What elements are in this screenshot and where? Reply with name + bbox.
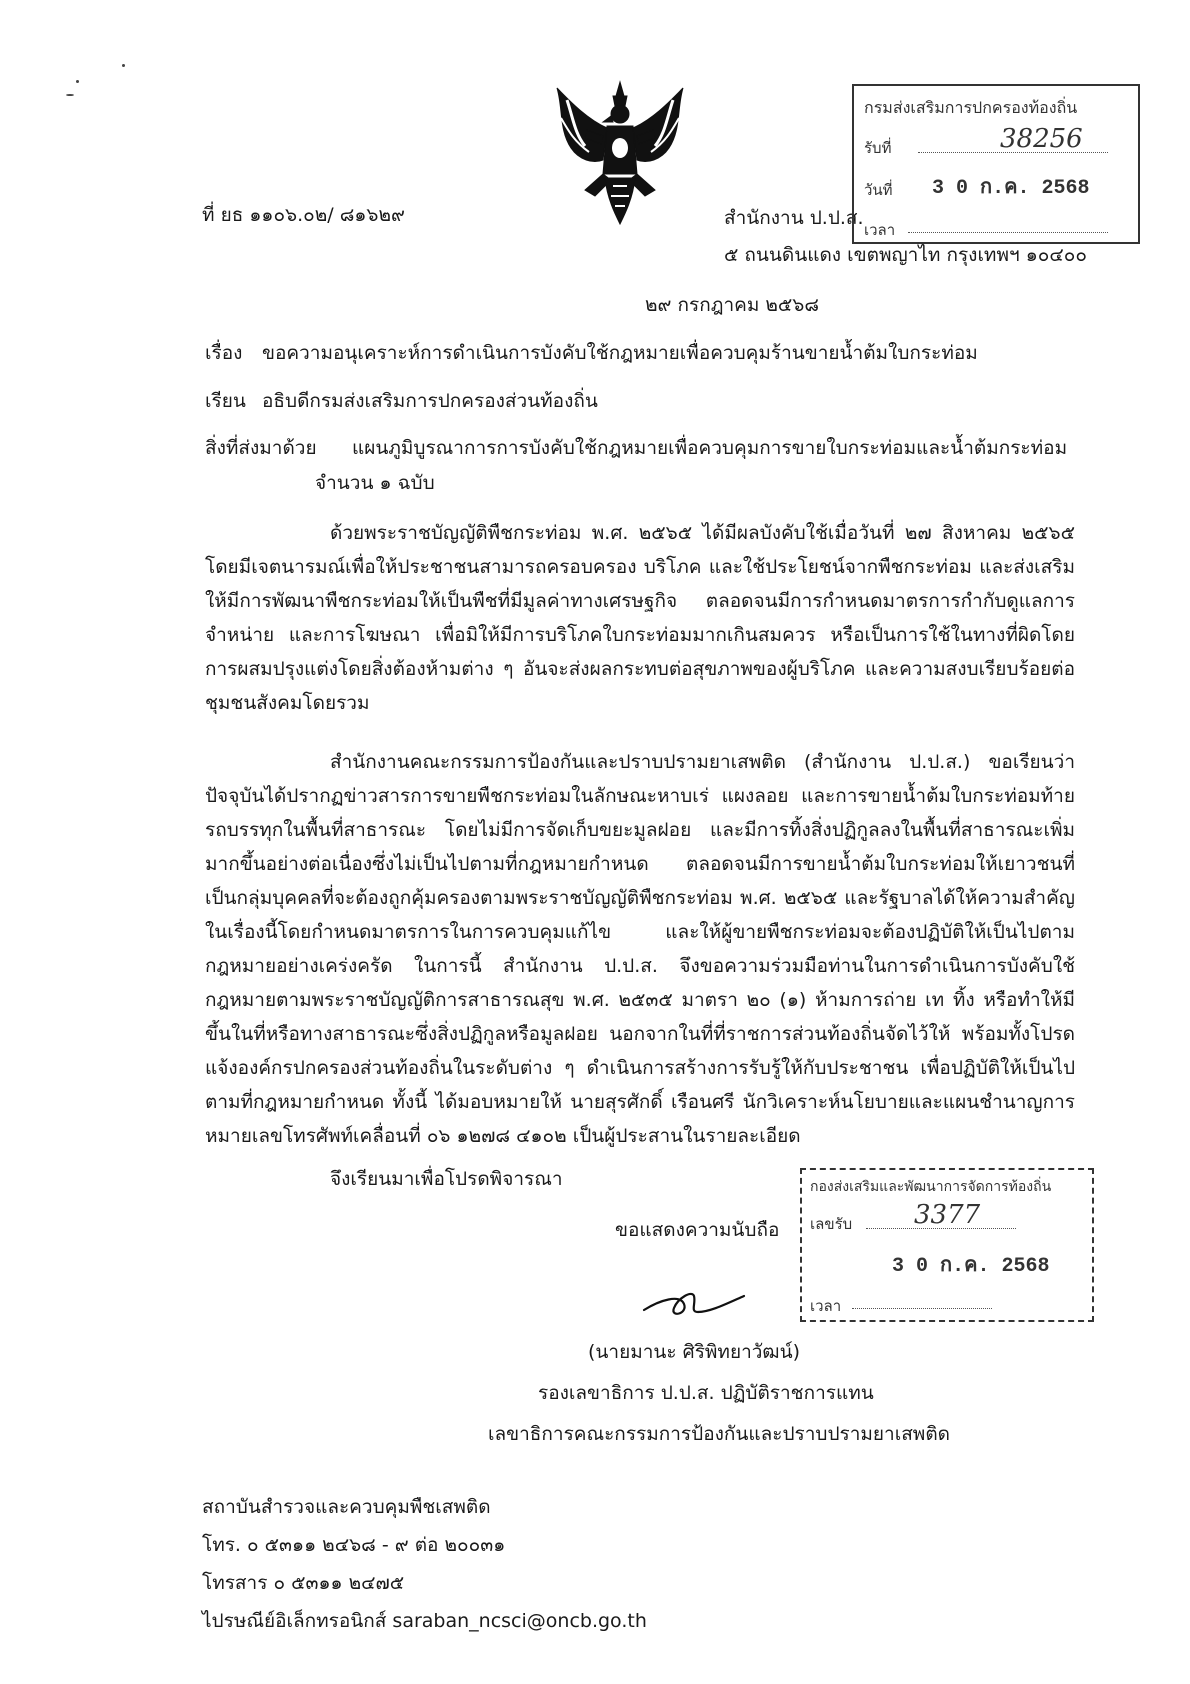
garuda-emblem-icon bbox=[545, 78, 695, 226]
body-paragraph-2: สำนักงานคณะกรรมการป้องกันและปราบปรามยาเสพติด (สำนักงาน ป.ป.ส.) ขอเรียนว่าปัจจุบันได้ปรากฏข่าวสารการขายพืชกระท่อมในลักษณะหาบเร่ แผงลอย และการขายน้ำต้มใบกระท่อมท้ายรถบรรทุกในพื้นที่สาธารณะ โดยไม่มีการจัดเก็บขยะมูลฝอย และมีการทิ้งสิ่งปฏิกูลลงในพื้นที่สาธารณะเพิ่มมากขึ้นอย่างต่อเนื่องซึ่งไม่เป็นไปตามที่กฎหมายกำหนด ตลอดจนมีการขายน้ำต้มใบกระท่อมให้เยาวชนที่เป็นกลุ่มบุคคลที่จะต้องถูกคุ้มครองตามพระราชบัญญัติพืชกระท่อม พ.ศ. ๒๕๖๕ และรัฐบาลได้ให้ความสำคัญในเรื่องนี้โดยกำหนดมาตรการในการควบคุมแก้ไข และให้ผู้ขายพืชกระท่อมจะต้องปฏิบัติให้เป็นไปตามกฎหมายอย่างเคร่งครัด ในการนี้ สำนักงาน ป.ป.ส. จึงขอความร่วมมือท่านในการดำเนินการบังคับใช้กฎหมายตามพระราชบัญญัติการสาธารณสุข พ.ศ. ๒๕๓๕ มาตรา ๒๐ (๑) ห้ามการถ่าย เท ทิ้ง หรือทำให้มีขึ้นในที่หรือทางสาธารณะซึ่งสิ่งปฏิกูลหรือมูลฝอย นอกจากในที่ที่ราชการส่วนท้องถิ่นจัดไว้ให้ พร้อมทั้งโปรดแจ้งองค์กรปกครองส่วนท้องถิ่นในระดับต่าง ๆ ดำเนินการสร้างการรับรู้ให้กับประชาชน เพื่อปฏิบัติให้เป็นไปตามที่กฎหมายกำหนด ทั้งนี้ ได้มอบหมายให้ นายสุรศักดิ์ เรือนศรี นักวิเคราะห์นโยบายและแผนชำนาญการหมายเลขโทรศัพท์เคลื่อนที่ ๐๖ ๑๒๗๘ ๔๑๐๒ เป็นผู้ประสานในรายละเอียด bbox=[205, 751, 1075, 1147]
recipient-label: เรียน bbox=[205, 390, 246, 412]
scan-speck bbox=[122, 64, 125, 67]
stamp-time-line bbox=[908, 232, 1108, 233]
stamp-time-label: เวลา bbox=[864, 222, 896, 239]
stamp-agency: กองส่งเสริมและพัฒนาการจัดการท้องถิ่น bbox=[810, 1178, 1052, 1194]
signer-position-1: รองเลขาธิการ ป.ป.ส. ปฏิบัติราชการแทน bbox=[538, 1382, 874, 1404]
footer-unit: สถาบันสำรวจและควบคุมพืชเสพติด bbox=[202, 1496, 491, 1518]
reference-number: ที่ ยธ ๑๑๐๖.๐๒/ ๘๑๖๒๙ bbox=[202, 204, 405, 226]
closing-request: จึงเรียนมาเพื่อโปรดพิจารณา bbox=[330, 1168, 563, 1190]
recipient-text: อธิบดีกรมส่งเสริมการปกครองส่วนท้องถิ่น bbox=[262, 390, 598, 412]
stamp-recv-number: 38256 bbox=[1000, 124, 1083, 154]
letter-date: ๒๙ กรกฎาคม ๒๕๖๘ bbox=[645, 294, 820, 316]
receipt-stamp-bottom bbox=[800, 1168, 1094, 1322]
attachment-line-2: จำนวน ๑ ฉบับ bbox=[315, 472, 435, 494]
handwritten-signature bbox=[640, 1282, 750, 1326]
scan-speck bbox=[76, 80, 79, 83]
signer-name: (นายมานะ ศิริพิทยาวัฒน์) bbox=[588, 1341, 800, 1363]
footer-fax: โทรสาร ๐ ๕๓๑๑ ๒๔๗๕ bbox=[202, 1572, 405, 1594]
stamp-time-line bbox=[852, 1308, 992, 1309]
stamp-date-value: 3 0 ก.ค. 2568 bbox=[892, 1255, 1050, 1278]
stamp-date-value: 3 0 ก.ค. 2568 bbox=[932, 177, 1090, 200]
office-name: สำนักงาน ป.ป.ส. bbox=[724, 207, 864, 229]
attachment-label: สิ่งที่ส่งมาด้วย bbox=[205, 437, 317, 459]
signer-position-2: เลขาธิการคณะกรรมการป้องกันและปราบปรามยาเสพติด bbox=[488, 1423, 951, 1445]
closing-regards: ขอแสดงความนับถือ bbox=[615, 1219, 780, 1241]
stamp-date-label: วันที่ bbox=[864, 182, 893, 199]
attachment-line-1: แผนภูมิบูรณาการการบังคับใช้กฎหมายเพื่อควบคุมการขายใบกระท่อมและน้ำต้มกระท่อม bbox=[352, 437, 1068, 459]
subject-label: เรื่อง bbox=[205, 342, 243, 364]
receipt-stamp-top bbox=[852, 84, 1140, 244]
stamp-recv-label: รับที่ bbox=[864, 140, 892, 157]
footer-email: ไปรษณีย์อิเล็กทรอนิกส์ saraban_ncsci@oncb.go.th bbox=[202, 1610, 647, 1632]
stamp-recv-number: 3377 bbox=[914, 1200, 981, 1230]
body-paragraph-1: ด้วยพระราชบัญญัติพืชกระท่อม พ.ศ. ๒๕๖๕ ได้มีผลบังคับใช้เมื่อวันที่ ๒๗ สิงหาคม ๒๕๖๕ โดยมีเจตนารมณ์เพื่อให้ประชาชนสามารถครอบครอง บริโภค และใช้ประโยชน์จากพืชกระท่อม และส่งเสริมให้มีการพัฒนาพืชกระท่อมให้เป็นพืชที่มีมูลค่าทางเศรษฐกิจ ตลอดจนมีการกำหนดมาตรการกำกับดูแลการจำหน่าย และการโฆษณา เพื่อมิให้มีการบริโภคใบกระท่อมมากเกินสมควร หรือเป็นการใช้ในทางที่ผิดโดยการผสมปรุงแต่งโดยสิ่งต้องห้ามต่าง ๆ อันจะส่งผลกระทบต่อสุขภาพของผู้บริโภค และความสงบเรียบร้อยต่อชุมชนสังคมโดยรวม bbox=[205, 522, 1075, 714]
office-address: ๕ ถนนดินแดง เขตพญาไท กรุงเทพฯ ๑๐๔๐๐ bbox=[724, 244, 1087, 266]
scan-speck bbox=[66, 94, 74, 96]
stamp-recv-label: เลขรับ bbox=[810, 1216, 853, 1233]
footer-tel: โทร. ๐ ๕๓๑๑ ๒๔๖๘ - ๙ ต่อ ๒๐๐๓๑ bbox=[202, 1534, 506, 1556]
subject-text: ขอความอนุเคราะห์การดำเนินการบังคับใช้กฎหมายเพื่อควบคุมร้านขายน้ำต้มใบกระท่อม bbox=[262, 342, 978, 364]
stamp-agency: กรมส่งเสริมการปกครองท้องถิ่น bbox=[864, 100, 1078, 117]
stamp-time-label: เวลา bbox=[810, 1298, 842, 1315]
